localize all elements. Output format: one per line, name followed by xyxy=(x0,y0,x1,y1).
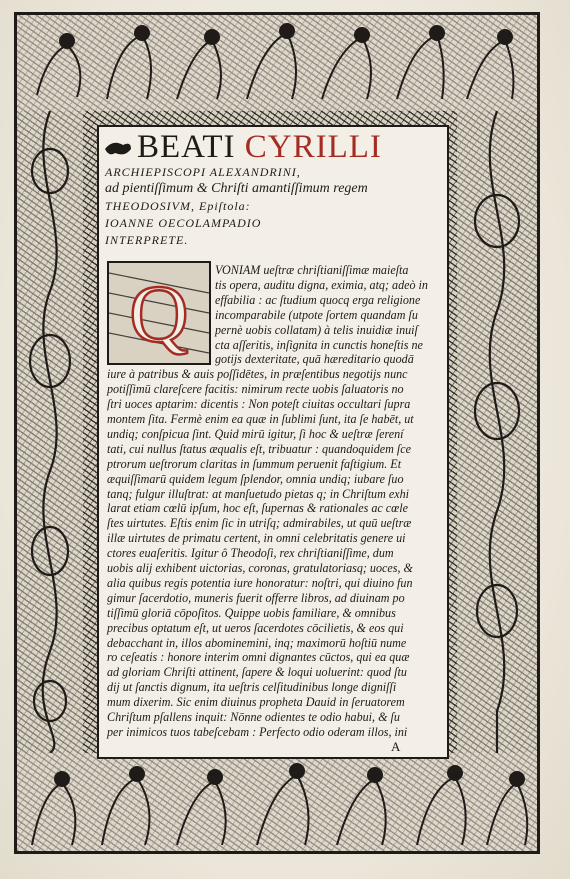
body-line: gimur ſacerdotio, muneris fuerit offerre libros, ad diuinam po xyxy=(107,590,405,605)
woodcut-border xyxy=(14,12,540,854)
body-line: ctores euaſeritis. Igitur ô Theodoſi, rex chriſtianiſſime, dum xyxy=(107,546,394,561)
body-line: dij ut ſanctis dignum, ita ueſtris celſitudinibus longe digniſſi xyxy=(107,680,397,695)
subtitle-line-4: IOANNE OECOLAMPADIO xyxy=(105,216,262,230)
text-panel xyxy=(97,125,449,759)
body-line: undiq; conſpicua ſint. Quid mirū igitur, ſi hoc & ueſtræ ſerení xyxy=(107,426,404,441)
right-woodcut-column xyxy=(457,111,537,753)
top-woodcut-frieze xyxy=(17,15,537,111)
subtitle-line-5: INTERPRETE. xyxy=(105,233,189,247)
title-part1: BEATI xyxy=(137,129,236,165)
body-line: mum dixerim. Sic enim diuinus propheta Dauid in ſeruatorem xyxy=(107,695,405,710)
body-line: incomparabile (utpote ſortem quandam ſu xyxy=(215,307,418,322)
body-line: pernè uobis collatam) à telis inuidiæ inuiſ xyxy=(215,322,418,337)
body-line: ſtri uoces aptarim: dicentis : Non poteſt ciuitas occultari ſupra xyxy=(107,397,411,412)
woodcut-initial-icon xyxy=(109,263,209,363)
body-line: tiſſimū gloriā cōpoſitos. Quippe uobis familiare, & omnibus xyxy=(107,605,396,620)
body-line: precibus optatum eſt, ut ueros ſacerdotes cōcilietis, & eos qui xyxy=(107,620,404,635)
body-line: montem ſita. Fermè enim ea quæ in ſublimi ſunt, ita ſe habēt, ut xyxy=(107,412,414,426)
title-part2: CYRILLI xyxy=(244,129,382,165)
left-woodcut-column xyxy=(17,111,83,753)
body-line: per inimicos tuos tabeſcebam : Perfecto odio oderam illos, ini xyxy=(107,724,408,739)
body-line: effabilia : ac ſtudium quocq erga religione xyxy=(215,292,421,307)
subtitle-line-3: THEODOSIVM, Epiſtola: xyxy=(105,199,251,213)
subtitle-line-2: ad pientiſſimum & Chriſti amantiſſimum regem xyxy=(105,181,368,196)
body-line: gotijs dexteritate, quā hæreditario quodā xyxy=(215,352,414,367)
title-row xyxy=(103,129,382,166)
body-line: tis opera, auditu digna, eximia, atq; adeò in xyxy=(215,277,428,292)
page-title xyxy=(137,129,382,166)
body-line: debacchant in, illos abominemini, inq; maximorū hoſtiū nume xyxy=(107,635,407,650)
body-line: alia quibus regis potentia iure honoratur: noſtri, qui diuino fun xyxy=(107,575,413,590)
body-line: ro ceſeatis : honore interim omni dignantes cūctos, qui ea quæ xyxy=(107,650,410,665)
catchword: A xyxy=(391,739,401,754)
bottom-woodcut-frieze xyxy=(17,753,537,851)
body-line: Chriſtum pſallens inquit: Nōnne odientes te odio habui, & ſu xyxy=(107,710,400,724)
body-line: tanq; fulgur illuſtrat: at manſuetudo pietas q; in Chriſtum exhi xyxy=(107,486,409,501)
leaf-fleuron-icon xyxy=(103,137,133,159)
body-line: iure à patribus & auis poſſidētes, in præſentibus negotijs nunc xyxy=(107,367,408,382)
decorated-initial xyxy=(107,261,211,365)
initial-letter: Q xyxy=(129,268,189,359)
body-line: illæ uirtutes de primatu certent, in omni celebritatis genere ui xyxy=(107,531,406,546)
body-line: ſtes uirtutes. Eſtis enim ſic in utriſq; admirabiles, ut quū ueſtræ xyxy=(107,516,412,531)
body-line: potiſſimū clareſcere facitis: nimirum recte uobis ſaluatoris no xyxy=(107,382,404,397)
body-line: tati, cui nullus ſtatus æqualis eſt, tribuatur : quandoquidem ſce xyxy=(107,441,412,456)
body-line: VONIAM ueſtræ chriſtianiſſimæ maieſta xyxy=(215,263,409,277)
body-line: uobis alij exhibent uictorias, coronas, gratulatoriasq; uoces, & xyxy=(107,561,413,575)
body-line: cta aſſeritis, inſignita in cunctis honeſtis ne xyxy=(215,337,423,352)
body-line: æquiſſimarū quidem legum ſplendor, omnia undiq; iubare ſuo xyxy=(107,471,404,486)
body-line: ad gloriam Chriſti attinent, ſapere & loqui uoluerint: quod ſtu xyxy=(107,665,407,680)
body-line: ptrorum ueſtrorum claritas in ſummum peruenit faſtigium. Et xyxy=(107,456,402,471)
body-line: larat etiam cœlū ipſum, hoc eſt, ſupernas & rationales ac cœle xyxy=(107,501,408,516)
subtitle-line-1: ARCHIEPISCOPI ALEXANDRINI, xyxy=(105,165,301,179)
